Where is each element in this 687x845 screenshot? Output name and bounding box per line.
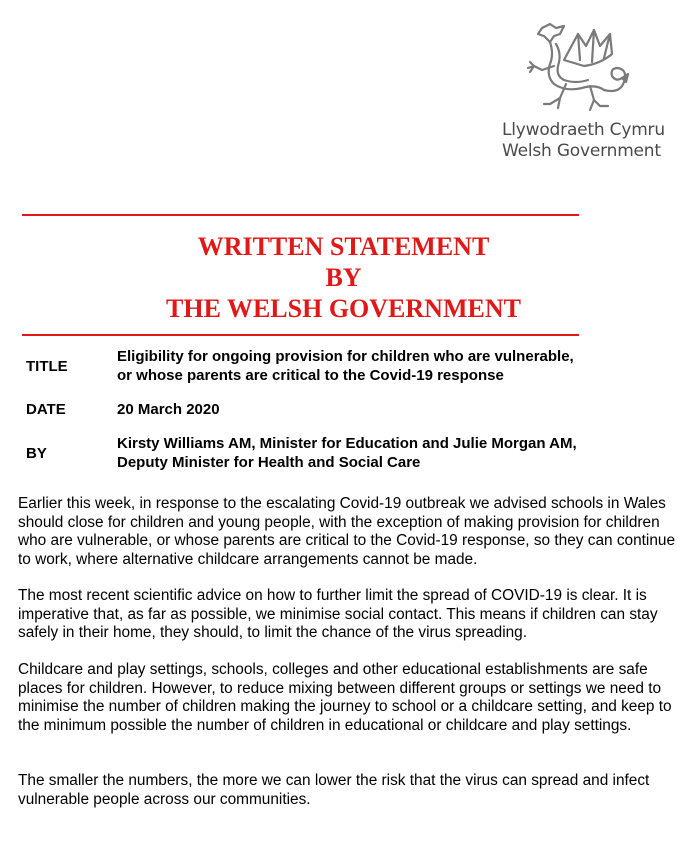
by-value (117, 434, 657, 472)
top-divider (22, 214, 579, 216)
date-label: DATE (26, 401, 66, 418)
title-value-line-2: or whose parents are critical to the Covid-19 response (117, 367, 504, 384)
by-label: BY (26, 445, 47, 462)
welsh-government-logo (502, 20, 667, 162)
body-paragraph-1: Earlier this week, in response to the escalating Covid-19 outbreak we advised schools in Wales should close for children and young people, with the exception of making provision for children who are vulnerable, or whose parents are critical to the Covid-19 response, so they can continue to work, where alternative childcare arrangements cannot be made. (18, 495, 676, 568)
heading-line-1: WRITTEN STATEMENT (197, 232, 490, 261)
body-paragraph-4: The smaller the numbers, the more we can lower the risk that the virus can spread and infect vulnerable people across our communities. (18, 772, 650, 808)
heading-line-3: THE WELSH GOVERNMENT (166, 294, 521, 323)
bottom-divider (22, 334, 579, 336)
logo-english-name: Welsh Government (502, 141, 661, 161)
by-value-line-2: Deputy Minister for Health and Social Care (117, 454, 421, 471)
title-value (117, 347, 657, 385)
body-paragraph-3: Childcare and play settings, schools, colleges and other educational establishments are safe places for children. However, to reduce mixing between different groups or settings we need to minimise the number of children making the journey to school or a childcare setting, and keep to the minimum possible the number of children in educational or childcare and play settings. (18, 661, 672, 734)
heading-line-2: BY (325, 263, 362, 292)
date-value: 20 March 2020 (117, 401, 220, 418)
statement-heading (0, 231, 687, 324)
body-paragraph-2: The most recent scientific advice on how to further limit the spread of COVID-19 is clear. It is imperative that, as far as possible, we minimise social contact. This means if children can stay safely in their home, they should, to limit the chance of the virus spreading. (18, 587, 658, 642)
title-value-line-1: Eligibility for ongoing provision for children who are vulnerable, (117, 348, 574, 365)
dragon-icon (520, 20, 640, 114)
title-label: TITLE (26, 358, 68, 375)
logo-welsh-name: Llywodraeth Cymru (502, 120, 665, 140)
by-value-line-1: Kirsty Williams AM, Minister for Education and Julie Morgan AM, (117, 435, 577, 452)
